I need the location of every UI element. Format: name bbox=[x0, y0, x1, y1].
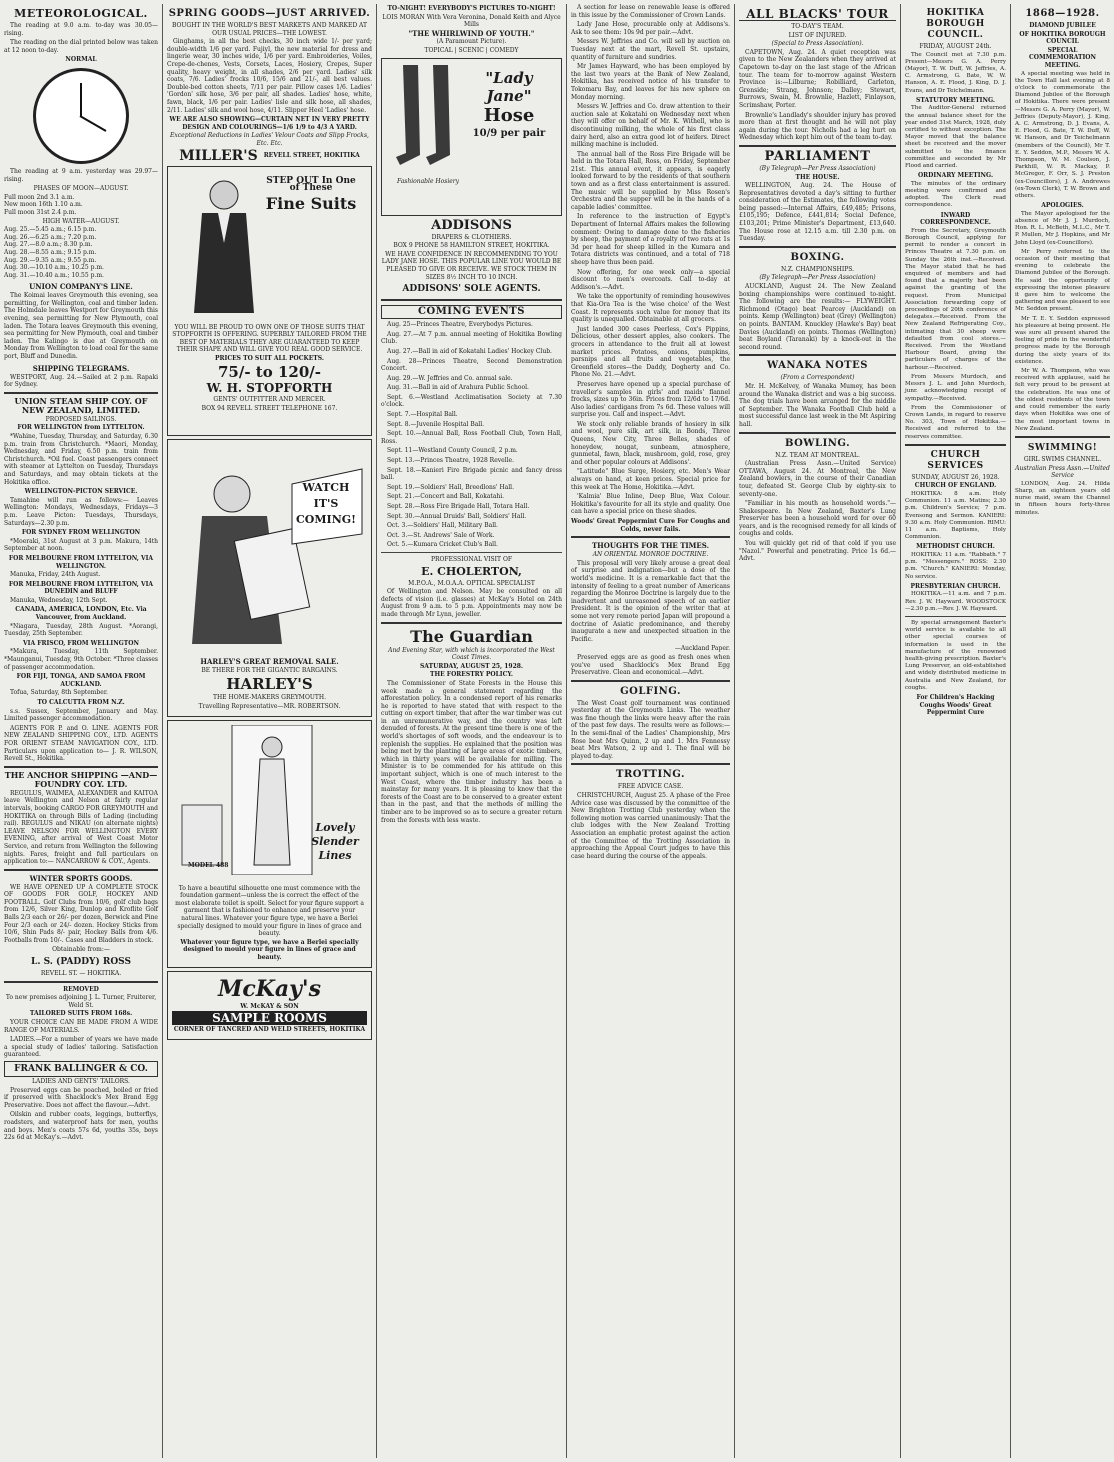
event-item: Sept. 6.—Westland Acclimatisation Society at 7.30 o'clock. bbox=[381, 393, 562, 409]
statutory-text: The Auditor-General returned the annual balance sheet for the year ended 31st March, 1928, duly certified to without exception. The Mayor moved that the balance sheet be received and the mover submitted to the finance committee and seconded by Mr Flood and carried. bbox=[905, 105, 1006, 170]
tour-text-2: Brownlie's Landlady's shoulder injury has proved more than at first thought and he will not play again during the tour. Nicholls had a leg hurt on Wednesday which kept him out of the team to-day. bbox=[739, 111, 896, 142]
uss-sub: PROPOSED SAILINGS. bbox=[45, 415, 117, 423]
bowling-sub: N.Z. TEAM AT MONTREAL. bbox=[775, 451, 860, 459]
cholerton-text: Of Wellington and Nelson. May be consulted on all defects of vision (i.e. glasses) at McKay's Hotel on 24th August from 9 a.m. to 5 p.m. Appointments may now be made through Mr Lynn, jeweller. bbox=[381, 588, 562, 618]
tide-item: Aug. 27.—8.0 a.m.; 8.30 p.m. bbox=[4, 241, 93, 249]
tide-item: Aug. 26.—6.25 a.m.; 7.20 p.m. bbox=[4, 233, 97, 241]
coats-text: Oilskin and rubber coats, leggings, butterflys, roadsters, and waterproof hats for men, youths and boys. Men's coats 57s 6d, youths 35s, boys 22s 6d at McKay's.—Advt. bbox=[4, 1111, 158, 1142]
news-item: Preserves have opened up a special purchase of traveller's samples in girls' and maids' flannel frocks, sizes up to 36in. Prices from 12/6d to 17/6d. Also ladies' cardigans from 7s 6d. These values will surprise you. Call and inspect.—Advt. bbox=[571, 380, 730, 419]
lady-jane-title: "Lady Jane" bbox=[485, 68, 533, 105]
jubilee-text-3: Mr Perry referred to the occasion of their meeting that evening to celebrate the Diamond Jubilee of the Borough. He said the opportunity of expressing the intense pleasure it gave him to welcome the gathering and was pleased to see Mr. Seddon present. bbox=[1015, 248, 1111, 313]
event-item: Sept. 11—Westland County Council, 2 p.m. bbox=[387, 447, 518, 455]
berlei-text-2: Whatever your figure type, we have a Berlei specially designed to mould your figure in lines of grace and beauty. bbox=[180, 938, 359, 961]
forestry-heading: THE FORESTRY POLICY. bbox=[430, 671, 513, 679]
barometer-top: The reading at 9.0 a.m. to-day was 30.05—rising. bbox=[4, 22, 158, 37]
house-heading: THE HOUSE. bbox=[795, 173, 840, 181]
event-item: Oct. 3.—Soldiers' Hall, Military Ball. bbox=[387, 522, 498, 530]
trotting-sub: FREE ADVICE CASE. bbox=[617, 783, 684, 791]
hayward-note: Mr James Hayward, who has been employed by the last two years at the Bank of New Zealand, Hokitika, has received notice of his transfer to Tokomaru Bay, and leaves for his new sphere on Monday morning. bbox=[571, 63, 730, 101]
event-item: Sept. 30.—Annual Druids' Ball, Soldiers' Hall. bbox=[387, 512, 527, 520]
curtain-text: WE ARE ALSO SHOWING—CURTAIN NET IN VERY PRETTY DESIGN AND COLOURINGS—1/6 1/9 to 4/3 A YARD. bbox=[169, 116, 370, 131]
news-item: "Latitude" Blue Surge, Hosiery, etc. Men's Wear always on hand, at keen prices. Special price for this week at The Home, Hokitika.—Advt. bbox=[571, 468, 730, 491]
shipping-heading: SHIPPING TELEGRAMS. bbox=[32, 363, 130, 373]
dial-label: NORMAL bbox=[65, 56, 97, 64]
coming-events-heading: COMING EVENTS bbox=[381, 305, 562, 319]
ordinary-heading: ORDINARY MEETING. bbox=[917, 172, 994, 180]
guardian-sub: And Evening Star, with which is incorporated the West Coast Times. bbox=[388, 646, 555, 662]
event-item: Aug. 27.—At 7 p.m. annual meeting of Hokitika Bowling Club. bbox=[381, 330, 562, 346]
thoughts-sign: —Auckland Paper. bbox=[674, 645, 730, 653]
picton-heading: WELLINGTON-PICTON SERVICE. bbox=[24, 488, 138, 496]
reductions-text: Exceptional Reductions in Ladies' Velour Coats and Slipp Frocks, Etc. Etc. bbox=[170, 132, 369, 147]
event-item: Sept. 10.—Annual Ball, Ross Football Club, Town Hall, Ross. bbox=[381, 430, 562, 445]
jubilee-text-5: Mr W. A. Thompson, who was received with applause, said he felt very proud to be present at the celebration. He was one of the oldest residents of the town and could remember the early days when Hokitika was one of the most important towns in New Zealand. bbox=[1015, 368, 1110, 432]
stopforth-text: YOU WILL BE PROUD TO OWN ONE OF THOSE SUITS THAT STOPFORTH IS OFFERING. SUPERBLY TAILORED FROM THE BEST OF MATERIALS THEY ARE GUARANTEED TO KEEP THEIR SHAPE AND WILL GIVE YOU REAL GOOD SERVICE. bbox=[172, 323, 367, 354]
all-blacks-sub: TO-DAY'S TEAM. bbox=[791, 23, 844, 30]
berlei-ad bbox=[167, 720, 372, 968]
barometer-bottom: The reading at 9 a.m. yesterday was 29.97—rising. bbox=[4, 167, 158, 183]
winter-heading: WINTER SPORTS GOODS. bbox=[29, 873, 133, 883]
spring-text: Ginghams, in all the best checks, 30 inch wide 1/- per yard; double-width 1/6 per yard. Fujiyl, the new material for dress and lingerie wear, 30 inches wide, 1/6 per yard. Embroideries, Voiles, Crepe-de-chenes, Vests, Corsets, Laces, Hosiery, Crepes, Super quality, heavy weight, in all shades, 2/6 per yard. Ladies' silk coats, 7/6. Ladies' frocks 10/6, 15/6 and 21/-, all best values. Double-bed cotton sheets, 7/11 per pair. Pillow cases 1/6. Ladies' 'Gordon' silk hose, 3/6 per pair, all shades. Ladies' hose, white, fawn, black, 1/6 per pair. Ladies' lisle and silk hose, all shades, 2/11. Ladies' silk and wool hose, 4/11. Slipper Heel 'Ladies' hose. bbox=[167, 38, 372, 114]
injured-list: LIST OF INJURED. bbox=[788, 31, 847, 39]
thoughts-text: This proposal will very likely arouse a great deal of surprise and indignation—but a dose of the world's medicine. It is a remarkable fact that the intensity of feeling to a great number of Americans regarding the Monroe Doctrine is largely due to the inadvertent and unreasoned speech of an earlier President. It is the opinion of the writer that at some not very remote period Japan will propound a doctrine of Asiatic predominance, and thereby inaugurate a new and unexpected situation in the Pacific. bbox=[571, 559, 730, 643]
hose-price: 10/9 per pair bbox=[472, 127, 546, 139]
price-range: 75/- to 120/- bbox=[218, 363, 321, 382]
stepout-text: STEP OUT In One of These bbox=[266, 175, 356, 194]
moon-list bbox=[4, 194, 158, 217]
event-item: Aug. 29.—W. Jeffries and Co. annual sale. bbox=[387, 374, 513, 382]
harley-tag: THE HOME-MAKERS GREYMOUTH. bbox=[212, 694, 327, 702]
jubilee-sub: DIAMOND JUBILEE bbox=[1029, 22, 1096, 29]
trotting-heading: TROTTING. bbox=[616, 769, 685, 781]
golfing-heading: GOLFING. bbox=[620, 685, 681, 697]
borough-intro: The Council met at 7.30 p.m. Present—Messrs G. A. Perry (Mayor), T. W. Duff, W. Jeffries, A. C. Armstrong, G. Bate, W. W. Hanson, A. E. Flood, J. King, D. J. Evans, and Dr Teichelmann. bbox=[905, 51, 1006, 94]
fiji-text: Tofua, Saturday, 8th September. bbox=[10, 689, 108, 697]
melb-text: Manuka, Friday, 24th August. bbox=[10, 571, 101, 579]
stopforth-name: W. H. STOPFORTH bbox=[206, 381, 333, 396]
golfing-text: The West Coast golf tournament was continued yesterday at the Greymouth Links. The weather was fine though the links were heavy after the rain of the past few days. The results were as follows:— In the semi-final of the Ladies' Championship, Mrs Rose beat Mrs Quinn, 2 up and 1. Mrs Fennessy beat Mrs Watson, 2 up and 1. The final will be played to-day. bbox=[571, 699, 730, 760]
borough-date: FRIDAY, AUGUST 24th. bbox=[919, 43, 992, 50]
guardian-masthead: The Guardian bbox=[410, 626, 533, 646]
boxing-text: AUCKLAND, August 24. The New Zealand boxing championships were continued to-night. The following are the results:— FLYWEIGHT. Richmond (Otago) beat Pearcey (Auckland) on points. Kemp (Wellington) beat (Grey) (Wellington) on points. BANTAM. Knuckley (Hawke's Bay) beat Davies (Auckland) on points. Thomas (Wellington) beat Boyland (Taranaki) by a knock-out in the second round. bbox=[739, 283, 896, 351]
ballinger-name: FRANK BALLINGER & CO. bbox=[4, 1061, 158, 1077]
events-list bbox=[381, 321, 562, 549]
event-item: Sept. 19.—Soldiers' Hall, Breedlons' Hall. bbox=[387, 483, 514, 491]
tide-item: Aug. 25.—5.45 a.m.; 6.15 p.m. bbox=[4, 226, 97, 234]
choice-text: YOUR CHOICE CAN BE MADE FROM A WIDE RANGE OF MATERIALS. bbox=[4, 1019, 158, 1034]
barometer-mid: The reading on the dial printed below was taken at 12 noon to-day. bbox=[4, 39, 158, 54]
moon-item: Full moon 31st 2.4 p.m. bbox=[4, 208, 77, 216]
parliament-heading: PARLIAMENT bbox=[764, 148, 871, 164]
trotting-text: CHRISTCHURCH, August 25. A phase of the Free Advice case was discussed by the committee of the New Brighton Trotting Club yesterday when the following motion was carried unanimously: That the club lodges with the New Zealand Trotting Association an emphatic protest against the action of the Committee of the Trotting Association in approaching the Appeal Court judges to have this case heard during the course of the appeals. bbox=[571, 792, 730, 860]
jeffries-note: Messrs W. Jeffries and Co. will sell by auction on Tuesday next at the mart, Revell St. upstairs, quantity of furniture and sundries. bbox=[571, 38, 730, 61]
church-eng-text: HOKITIKA: 8 a.m. Holy Communion. 11 a.m. Matins; 2.30 p.m. Children's Service; 7 p.m. Evensong and Sermon. KANIERI: 9.30 a.m. Holy Communion. RIMU: 11 a.m. Baptisms, Holy Communion. bbox=[905, 490, 1006, 541]
tide-list bbox=[4, 226, 158, 279]
jubilee-sub-2: OF HOKITIKA BOROUGH COUNCIL bbox=[1019, 30, 1106, 46]
finance-text: From Messrs Murdoch, and Messrs J. L. and John Murdoch, junr. acknowledging receipt of sympathy.—Received. bbox=[905, 373, 1006, 402]
calcutta-heading: TO CALCUTTA FROM N.Z. bbox=[37, 699, 125, 706]
anchor-text: REGULUS, WAIMEA, ALEXANDER and KAITOA leave Wellington and Nelson at fairly regular intervals, booking CARGO FOR GREYMOUTH and HOKITIKA on through Bills of Lading (including rail). REGULUS and NIKAU (on alternate nights) LEAVE NELSON FOR WELLINGTON EVERY EVENING, after arrival of West Coast Motor Service, and return from Wellington the following nights. Fares, freight and full particulars on application to:— NANCARROW & COY., Agents. bbox=[4, 789, 158, 866]
church-date: SUNDAY, AUGUST 26, 1928. bbox=[911, 473, 1000, 481]
barometer-needle bbox=[80, 83, 82, 117]
boxing-heading: BOXING. bbox=[790, 251, 845, 263]
professional-visit: PROFESSIONAL VISIT OF bbox=[430, 555, 513, 563]
presby-text: HOKITIKA.—11 a.m. and 7 p.m. Rev. J. W. Hayward. WOODSTOCK—2.30 p.m.—Rev. J. W. Hayward. bbox=[905, 591, 1006, 612]
news-item: We stock only reliable brands of hosiery in silk and wool, pure silk, art silk, in Bonds, Three Queens, New City, Three Belles, shades of honeydew, nougat, sunbeam, atmosphere, gunmetal, fawn, black, mushroom, gold, rose, grey and other popular colours at Addisons'. bbox=[571, 420, 730, 466]
works-text: From the Commissioner of Crown Lands, in regard to reserve No. 303, Town of Hokitika.—Received and referred to the reserves committee. bbox=[905, 404, 1006, 440]
column-3 bbox=[376, 4, 566, 1458]
moon-heading: PHASES OF MOON—AUGUST. bbox=[33, 185, 129, 193]
thoughts-sub: AN ORIENTAL MONROE DOCTRINE. bbox=[592, 551, 709, 559]
canada-heading: CANADA, AMERICA, LONDON, Etc. Via Vancouver, from Auckland. bbox=[15, 606, 147, 622]
bowling-text: (Australian Press Assn.—United Service) OTTAWA, August 24. At Montreal, the New Zealand bowlers, in the course of their Canadian tour, defeated St. George Club by eighty-six to seventy-one. bbox=[739, 460, 896, 498]
model-number: MODEL 488 bbox=[188, 861, 229, 869]
methodist-heading: METHODIST CHURCH. bbox=[916, 543, 995, 551]
event-item: Sept. 7.—Hospital Ball. bbox=[387, 411, 458, 419]
frisco-text: *Makura, Tuesday, 11th September. *Maunganui, Tuesday, 9th October. *Three classes of passenger accommodation. bbox=[4, 648, 158, 671]
swimming-press: Australian Press Assn.—United Service bbox=[1015, 464, 1110, 480]
event-item: Sept. 13.—Princes Theatre, 1928 Revelle. bbox=[387, 457, 514, 465]
harley-rep: Travelling Representative—MR. ROBERTSON. bbox=[198, 702, 341, 710]
event-item: Aug. 28—Princes Theatre, Second Demonstration Concert. bbox=[381, 357, 562, 373]
shipping-text: WESTPORT, Aug. 24.—Sailed at 2 p.m. Rapaki for Sydney. bbox=[4, 373, 158, 389]
stopforth-sub: GENTS' OUTFITTER AND MERCER. bbox=[213, 396, 326, 404]
addisons-note: Lady Jane Hose, procurable only at Addisons's. Ask to see them: 10s 9d per pair.—Advt. bbox=[571, 21, 730, 36]
moon-item: New moon 16th 1.10 a.m. bbox=[4, 201, 83, 209]
baxter-sign: For Children's Hacking Coughs Woods' Great Peppermint Cure bbox=[916, 693, 995, 717]
news-item: The annual ball of the Ross Fire Brigade will be held in the Totara Hall, Ross, on Friday, September 21st. This annual event, it appears, is eagerly looked forward to by the residents of that southern town and as a first class entertainment is assured. The music will be supplied by Miss Rosen's Orchestra and the supper will be in the hands of a capable ladies' committee. bbox=[571, 150, 730, 211]
millers-name: MILLER'S bbox=[179, 147, 258, 164]
news-item: Now offering, for one week only—a special discount to men's overcoats. Call to-day at Addison's.—Advt. bbox=[571, 268, 730, 291]
spring-heading: SPRING GOODS—JUST ARRIVED. bbox=[168, 8, 371, 19]
melb-heading: FOR MELBOURNE FROM LYTTELTON, VIA WELLINGTON. bbox=[8, 554, 154, 570]
event-item: Sept. 8.—Juvenile Hospital Ball. bbox=[387, 420, 485, 428]
hose-title: Hose bbox=[483, 104, 535, 126]
barometer-dial bbox=[33, 68, 129, 164]
event-item: Aug. 31.—Ball in aid of Arahura Public School. bbox=[387, 384, 529, 392]
lady-jane-ad bbox=[381, 58, 562, 216]
canada-text: *Niagara, Tuesday, 28th August. *Aorangi, Tuesday, 25th September. bbox=[4, 622, 158, 638]
harley-sub: BE THERE FOR THE GIGANTIC BARGAINS. bbox=[201, 666, 338, 674]
parliament-sub: (By Telegraph—Per Press Association) bbox=[759, 164, 876, 172]
swimming-heading: SWIMMING! bbox=[1027, 442, 1098, 453]
lovely-lines: Lovely Slender Lines bbox=[311, 820, 359, 862]
event-item: Oct. 5.—Kumara Cricket Club's Ball. bbox=[387, 541, 498, 549]
swimming-text: LONDON, Aug. 24. Hilda Sharp, an eighteen years old nurse maid, swam the Channel in fifteen hours forty-three minutes. bbox=[1015, 480, 1110, 516]
all-blacks-heading: ALL BLACKS' TOUR bbox=[739, 8, 896, 21]
crown-lands-note: A section for lease on renewable lease is offered in this issue by the Commissioner of Crown Lands. bbox=[571, 4, 730, 19]
apologies-heading: APOLOGIES. bbox=[1041, 202, 1084, 210]
inward-text: From the Secretary, Greymouth Borough Council, applying for permit to render a concert in Princes Theatre at 7.30 p.m. on Sunday the 26th inst.—Received. The Mayor stated that he had enquired of members and had found that a majority had been against the granting of the request. From Municipal Association forwarding copy of proceedings of 20th conference of delegates.—Received. From the New Zealand Refrigerating Coy., intimating that 30 sheep were defaulted from cool stores.—Received. From the Westland Harbour Board, giving the particulars of charges of the harbour.—Received. bbox=[905, 227, 1006, 371]
tide-item: Aug. 29.—9.35 a.m.; 9.55 p.m. bbox=[4, 256, 97, 264]
film-title: "THE WHIRLWIND OF YOUTH." bbox=[408, 28, 535, 38]
picton-text: Tamahine will run as follows:— Leaves Wellington: Mondays, Wednesdays, Fridays—3 p.m. Leave Picton: Tuesdays, Thursdays, Saturdays—2.30 p.m. bbox=[4, 496, 158, 527]
ladies-text: LADIES.—For a number of years we have made a special study of ladies' tailoring. Satisfaction guaranteed. bbox=[4, 1036, 158, 1059]
church-eng-heading: CHURCH OF ENGLAND. bbox=[914, 482, 997, 490]
tonight-banner: TO-NIGHT! EVERYBODY'S PICTURES TO-NIGHT! bbox=[387, 5, 556, 12]
news-item: We take the opportunity of reminding housewives that Kia-Ora Tea is the 'wise choice' of the West Coast. It represents such value for money that its quality is unequalled. Obtainable at all grocers. bbox=[571, 293, 730, 324]
ordinary-text: The minutes of the ordinary meeting were confirmed and adopted. The Clerk read correspondence. bbox=[905, 180, 1006, 209]
agents-text: AGENTS FOR P. and O. LINE. AGENTS FOR NEW ZEALAND SHIPPING COY., LTD. AGENTS FOR ORIENT STEAM NAVIGATION COY., LTD. Particulars upon application to— J. R. WILSON, Revell St., Hokitika. bbox=[4, 724, 158, 763]
mckays-name: McKay's bbox=[217, 975, 322, 1002]
jubilee-text-1: A special meeting was held in the Town Hall last evening at 8 o'clock to commemorate the Diamond Jubilee of the Borough of Hokitika. There were present—Messrs G. A. Perry (Mayor), W. Jeffries (Deputy-Mayor), J. King, A. C. Armstrong, D. J. Evans, A. E. Flood, G. Bate, T. W. Duff, W. W. Hanson, and Dr Teichelmann (members of the Council), Mr T. E. Y. Seddon, M.P., Messrs W. A. Thompson, W. M. Coulson, J. Parkhill, W. R. Mackay, P. McGregor, F. Orr, S. J. Preston (ex-Councillors), J. A. Andrewes (ex-Town Clerk), T. W. Brown and others. bbox=[1015, 70, 1110, 200]
union-heading: UNION COMPANY'S LINE. bbox=[29, 282, 133, 292]
nazol-ad: You will quickly get rid of that cold if you use "Nazol." Powerful and penetrating. Price 1s 6d.—Advt. bbox=[739, 540, 896, 563]
moon-item: Full moon 2nd 3.1 a.m. bbox=[4, 193, 75, 201]
mckays-addr: CORNER OF TANCRED AND WELD STREETS, HOKITIKA bbox=[173, 1026, 366, 1034]
fine-suits: Fine Suits bbox=[265, 193, 357, 213]
forestry-text: The Commissioner of State Forests in the House this week made a general statement regarding the afforestation policy. In a condensed report of his remarks he is reported to have stated that with respect to the cutting on export timber, that after the war timber was cut in an unremunerative way, and the country was left denuded of forests. At the present time there is one of the world's shortages of soft woods, and the endeavour is to replenish the supplies. He explained that the position was being met by the planting of large areas of exotic timbers, which in thirty years will be available for milling. The Minister is to be commended for his attitude on this important subject, which is one of much interest to the West Coast, where the timber industry has been a mainstay for many years. It is pleasing to know that the forests of the Coast are to be conserved to a greater extent than in the past, and that the methods of milling the timber are to be improved so as to secure a greater return from the forests with less waste. bbox=[381, 679, 562, 824]
film-sub: (A Paramount Picture). bbox=[436, 38, 507, 46]
cholerton-sub: M.P.O.A., M.O.A.A. OPTICAL SPECIALIST bbox=[408, 579, 535, 587]
sydney-heading: FOR SYDNEY FROM WELLINGTON bbox=[21, 529, 141, 537]
special-meeting: SPECIAL COMMEMORATION MEETING. bbox=[1028, 46, 1097, 69]
boxing-press: (By Telegraph—Per Press Association) bbox=[759, 274, 876, 282]
phone-text: BOX 9 PHONE 58 HAMILTON STREET, HOKITIKA. bbox=[393, 242, 550, 250]
stopforth-ad bbox=[167, 166, 372, 436]
news-item: Just landed 300 cases Peerless, Cox's Pippins, Delicious, other dessert apples, also cookers. The grocers in attendance to the fruit all at lowest market prices. Potatoes, onions, pumpkins, parsnips and all fruits and vegetables, the Greenfield stores—the Daddy, Dogherty and Co. Phone No. 21.—Advt. bbox=[571, 325, 730, 379]
event-item: Oct. 3.—St. Andrews' Sale of Work. bbox=[387, 531, 495, 539]
statutory-heading: STATUTORY MEETING. bbox=[916, 96, 995, 104]
stockings-illustration bbox=[388, 65, 468, 175]
methodist-text: HOKITIKA: 11 a.m. "Rabbath." 7 p.m. "Messengers." ROSS: 2.30 p.m. "Church." KANIERI: Monday, No service. bbox=[905, 551, 1006, 580]
tide-heading: HIGH WATER—AUGUST. bbox=[42, 217, 120, 225]
eggs-text: Preserved eggs can be poached, boiled or fried if preserved with Shacklock's Mex Brand Egg Preservative. Does not affect the flavour.—Advt. bbox=[4, 1086, 158, 1109]
berlei-text: To have a beautiful silhouette one must commence with the foundation garment—unless the is correct the effect of the most elaborate toilet is spoilt. Select for your figure support a garment that is fashioned to enhance and preserve your natural lines. Whatever your figure type, we have a Berlei specially designed to mould your figure in lines of grace and beauty. bbox=[175, 884, 364, 938]
man-reading-illustration bbox=[172, 444, 372, 654]
drapers-text: DRAPERS & CLOTHIERS. bbox=[431, 233, 512, 241]
swimming-sub: GIRL SWIMS CHANNEL. bbox=[1023, 455, 1102, 463]
jubilee-years: 1868—1928. bbox=[1025, 8, 1100, 19]
union-text: The Koimai leaves Greymouth this evening, sea permitting, for Wellington, coal and timber laden. The Holmdale leaves Westport for Greymouth this evening, sea permitting for New Plymouth, coal laden. The Totara leaves Greymouth this evening, sea permitting for New Plymouth, coal and timber laden. The Kalingo is due at Greymouth on Monday from Wellington to load coal for the same port, Bluff and Dunedin. bbox=[4, 292, 158, 361]
presby-heading: PRESBYTERIAN CHURCH. bbox=[910, 582, 1001, 590]
event-item: Sept. 21.—Concert and Ball, Kokatahi. bbox=[387, 493, 505, 501]
removed-heading: REMOVED bbox=[63, 985, 99, 993]
prices-text: PRICES TO SUIT ALL POCKETS. bbox=[215, 354, 324, 362]
news-item: Messrs W. Jeffries and Co. draw attention to their auction sale at Kokatahi on Wednesday next when they will offer on behalf of Mr. K. Withell, who is discontinuing milking, the whole of his first class dairy herd, also an extra good lot of heifers. Direct milking machine is included. bbox=[571, 103, 730, 149]
fiji-heading: FOR FIJI, TONGA, AND SAMOA FROM AUCKLAND. bbox=[16, 673, 146, 688]
event-item: Aug. 25—Princes Theatre, Everybodys Pictures. bbox=[387, 321, 533, 329]
event-item: Aug. 27.—Ball in aid of Kokatahi Ladies' Hockey Club. bbox=[387, 347, 552, 355]
tide-item: Aug. 28.—8.55 a.m.; 9.15 p.m. bbox=[4, 248, 97, 256]
harley-sale: HARLEY'S GREAT REMOVAL SALE. bbox=[200, 657, 339, 667]
bowling-heading: BOWLING. bbox=[784, 437, 851, 449]
tide-item: Aug. 31.—10.40 a.m.; 10.55 p.m. bbox=[4, 271, 104, 279]
column-6 bbox=[900, 4, 1010, 1458]
column-7 bbox=[1010, 4, 1114, 1458]
mckays-ad bbox=[167, 971, 372, 1040]
harleys-name: HARLEY'S bbox=[226, 675, 313, 694]
meteorological-heading: METEOROLOGICAL. bbox=[14, 7, 148, 20]
wanaka-sub: (From a Correspondent) bbox=[780, 374, 855, 382]
confidence-text: WE HAVE CONFIDENCE IN RECOMMENDING TO YOU LADY JANE HOSE. THIS POPULAR LINE YOU WOULD BE PLEASED TO GIVE OR RECEIVE. WE STOCK THEM IN SIZES 8½ INCH TO 10 INCH. bbox=[381, 250, 562, 281]
guardian-date: SATURDAY, AUGUST 25, 1928. bbox=[419, 662, 524, 670]
baxter-text: By special arrangement Baxter's world service is available to all other special courses of information is used in the manufacture of the renowned health-giving prescription. Baxter's Lung Preserver, an old-established and widely distributed medicine in Australia and New Zealand, for coughs. bbox=[905, 619, 1006, 691]
column-1 bbox=[0, 4, 162, 1458]
press-assoc: (Special to Press Association). bbox=[771, 40, 864, 48]
addisons-name: ADDISONS bbox=[431, 217, 512, 233]
melb2-text: Manuka, Wednesday, 12th Sept. bbox=[10, 596, 108, 604]
column-2 bbox=[162, 4, 376, 1458]
uss-text: *Wahine, Tuesday, Thursday, and Saturday, 6.30 p.m. train from Christchurch. *Maori, Monday, Wednesday, and Friday, 6.50 p.m. train from Christchurch. *Oil fuel. Coast passengers connect with steamer at Lyttelton on Tuesday, Thursdays and Saturdays, and may obtain tickets at the Hokitika office. bbox=[4, 433, 158, 486]
mckays-sub: W. McKAY & SON bbox=[240, 1002, 299, 1010]
winter-text: WE HAVE OPENED UP A COMPLETE STOCK OF GOODS FOR GOLF, HOCKEY AND FOOTBALL. Golf Clubs from 10/6, golf club bags from 12/6, Silver King, Dunlop and Kroflite Golf Balls 2/3 each or 26/- per dozen, Berwick and Pine Four 2/3 each or 24/- dozen. Hockey Sticks from 10/6, Shin Pads 8/- pair, Hockey Balls from 4/6. Footballs from 10/-. Cases and Bladders in stock. bbox=[4, 883, 158, 944]
watch-text: WATCH IT'S COMING! bbox=[296, 480, 356, 526]
ross-name: L. S. (PADDY) ROSS bbox=[31, 957, 131, 968]
cough-ad: Woods' Great Peppermint Cure For Coughs and Colds, never fails. bbox=[571, 518, 730, 533]
harleys-ad bbox=[167, 439, 372, 717]
bowling-note: "Familiar in his mouth as household words."—Shakespeare. In New Zealand, Baxter's Lung Preserver has been a household word for over 60 years, and is the recognised remedy for all kinds of coughs and colds. bbox=[739, 500, 896, 538]
tour-text: CAPETOWN, Aug. 24. A quiet reception was given to the New Zealanders when they arrived at Capetown to-day on the last stage of the African tour. The team for to-morrow against Western Province is:—Lilburne; Robilliard, Carleton, Grenside; Strang, Johnson; Dalley; Stewart, Burrows, Swain, M. Brownlie, Hazlett, Finlayson, Scrimshaw, Porter. bbox=[739, 48, 896, 109]
frisco-heading: VIA FRISCO, FROM WELLINGTON bbox=[23, 639, 139, 647]
wanaka-heading: WANAKA NOTES bbox=[767, 360, 868, 372]
topical-line: TOPICAL | SCENIC | COMEDY bbox=[424, 46, 519, 54]
cholerton-name: E. CHOLERTON, bbox=[421, 564, 522, 578]
church-heading: CHURCH SERVICES bbox=[927, 449, 984, 471]
ross-addr: REVELL ST. — HOKITIKA. bbox=[40, 970, 122, 978]
stopforth-addr: BOX 94 REVELL STREET TELEPHONE 167. bbox=[201, 405, 338, 413]
thoughts-heading: THOUGHTS FOR THE TIMES. bbox=[591, 541, 710, 551]
borough-heading: HOKITIKA BOROUGH COUNCIL. bbox=[926, 8, 985, 40]
ballinger-sub: LADIES AND GENTS' TAILORS. bbox=[32, 1077, 130, 1085]
boxing-sub: N.Z. CHAMPIONSHIPS. bbox=[780, 265, 855, 273]
calcutta-text: s.s. Sussex, September, January and May. Limited passenger accommodation. bbox=[4, 707, 158, 723]
news-item: 'Kalmia' Blue Inline, Deep Blue, Wax Colour. Hokitika's favourite for all its style and quality. One can have a special price on these shades. bbox=[571, 493, 730, 516]
millers-addr: REVELL STREET, HOKITIKA bbox=[263, 151, 360, 159]
parliament-text: WELLINGTON, Aug. 24. The House of Representatives devoted a day's sitting to further consideration of the Estimates, the following votes being passed:—Internal Affairs, £49,485; Prisons, £105,195; Defence, £441,814; Social Defence, £103,201; Prime Minister's Department, £13,640. The House rose at 12.15 a.m. till 2.30 p.m. on Tuesday. bbox=[739, 182, 896, 243]
anchor-heading: THE ANCHOR SHIPPING —AND— FOUNDRY COY. LTD. bbox=[4, 769, 158, 789]
news-item: In reference to the instruction of Egypt's Department of Internal Affairs makes the following comment: Owing to damage done to the fisheries by sheep, the payment of a royalty of two rats at 1s 3d per head for sheep killed in the Kumara and Totara districts was continued, and a total of 718 sheep have thus been paid. bbox=[571, 213, 730, 266]
melb2-heading: FOR MELBOURNE FROM LYTTELTON, VIA DUNEDIN and BLUFF bbox=[8, 580, 154, 596]
inward-heading: INWARD CORRESPONDENCE. bbox=[920, 211, 991, 227]
column-5 bbox=[734, 4, 900, 1458]
cast-text: LOIS MORAN With Vera Veronina, Donald Keith and Alyce Mills bbox=[382, 13, 561, 29]
tide-item: Aug. 30.—10.10 a.m.; 10.25 p.m. bbox=[4, 264, 104, 272]
winter-obtainable: Obtainable from:— bbox=[52, 946, 110, 954]
column-4 bbox=[566, 4, 734, 1458]
eggs-note: Preserved eggs are as good as fresh ones when you've used Shacklock's Mex Brand Egg Preservative. Clean and economical.—Advt. bbox=[571, 653, 730, 677]
fashionable-hosiery: Fashionable Hosiery bbox=[396, 177, 460, 185]
event-item: Sept. 28.—Ross Fire Brigade Hall, Totara Hall. bbox=[387, 503, 530, 510]
barometer-pointer bbox=[80, 115, 107, 132]
tailored-heading: TAILORED SUITS FROM 168s. bbox=[29, 1010, 133, 1018]
jubilee-text-4: Mr T. E. Y. Seddon expressed his pleasure at being present. He was sure all present shared the feeling of pride in the wonderful progress made by the Borough during the sixty years of its existence. bbox=[1015, 315, 1110, 365]
sole-agents: ADDISONS' SOLE AGENTS. bbox=[402, 284, 541, 295]
sydney-text: *Moeraki, 31st August at 3 p.m. Makura, 14th September at noon. bbox=[4, 537, 158, 553]
uss-wellington: FOR WELLINGTON from LYTTELTON. bbox=[17, 424, 145, 432]
spring-sub: BOUGHT IN THE WORLD'S BEST MARKETS AND MARKED AT OUR USUAL PRICES—THE LOWEST. bbox=[171, 22, 368, 37]
removed-text: To new premises adjoining J. L. Turner, Fruiterer, Weld St. bbox=[5, 994, 157, 1009]
jubilee-text-2: The Mayor apologised for the absence of Mr J. J. Murdoch, Hon. R. L. McBeth, M.L.C., Mr T. P. Mullen, Mr J. Hopkins, and Mr John Lloyd (ex-Councillors). bbox=[1015, 210, 1110, 246]
wanaka-text: Mr. H. McKelvey, of Wanaka Mumey, has been around the Wanaka district and was a big success. The dog trials have been arranged for the middle of September. The Wanaka Football Club held a most successful dance last week in the Mt Aspiring hall. bbox=[739, 382, 896, 428]
uss-heading: UNION STEAM SHIP COY. OF NEW ZEALAND, LIMITED. bbox=[14, 395, 148, 415]
event-item: Sept. 18.—Kanieri Fire Brigade picnic and fancy dress ball. bbox=[381, 466, 562, 482]
sample-rooms: SAMPLE ROOMS bbox=[172, 1011, 367, 1025]
